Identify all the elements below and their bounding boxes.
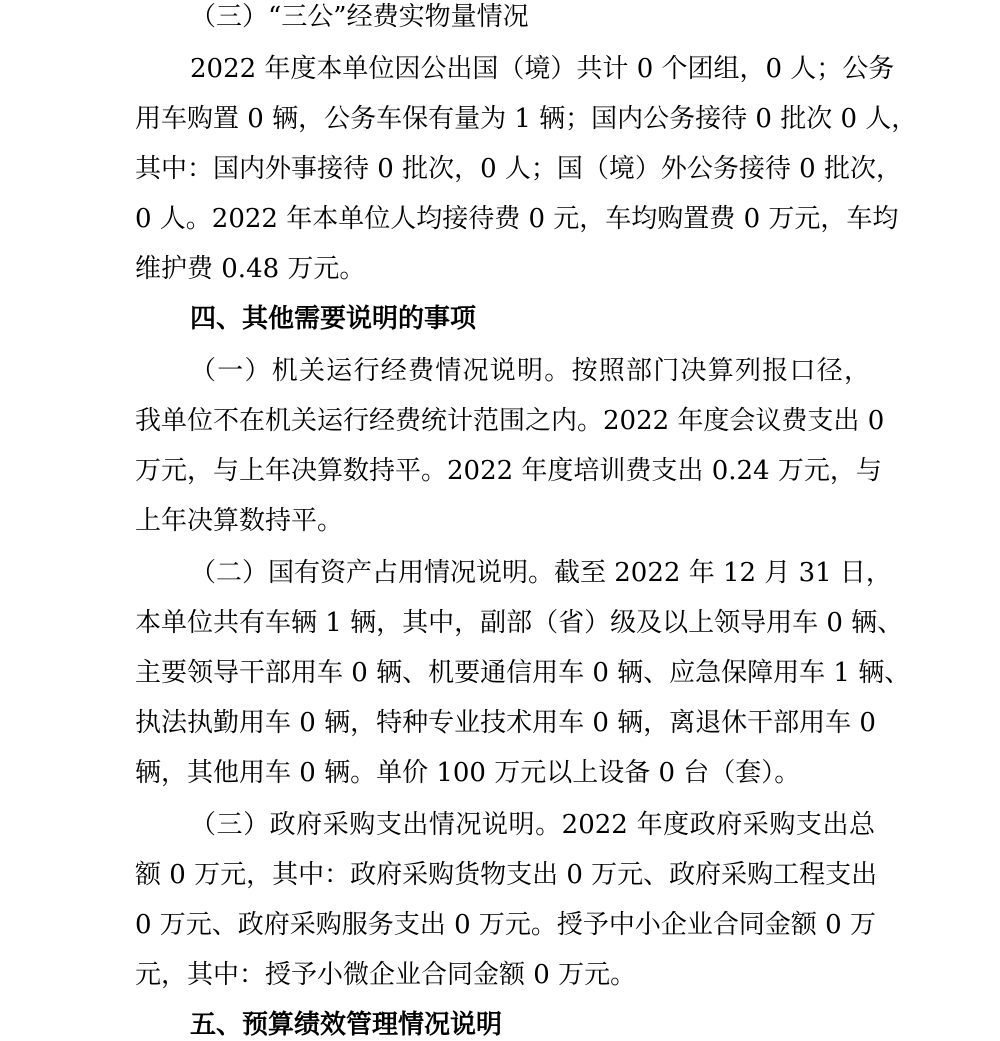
paragraph-line: 万元，与上年决算数持平。2022 年度培训费支出 0.24 万元，与 [135, 456, 882, 486]
paragraph-line: 0 人。2022 年本单位人均接待费 0 元，车均购置费 0 万元，车均 [135, 204, 899, 234]
paragraph-line: 0 万元、政府采购服务支出 0 万元。授予中小企业合同金额 0 万 [135, 910, 876, 940]
paragraph-line: 维护费 0.48 万元。 [135, 254, 366, 284]
paragraph-line: （一）机关运行经费情况说明。按照部门决算列报口径， [190, 356, 870, 386]
paragraph-line: 2022 年度本单位因公出国（境）共计 0 个团组，0 人；公务 [190, 54, 895, 84]
paragraph-line: （三）政府采购支出情况说明。2022 年度政府采购支出总 [190, 810, 875, 840]
paragraph-line: 我单位不在机关运行经费统计范围之内。2022 年度会议费支出 0 [135, 406, 885, 436]
paragraph-line: 其中：国内外事接待 0 批次，0 人；国（境）外公务接待 0 批次， [135, 154, 902, 184]
section-heading-performance-management: 五、预算绩效管理情况说明 [190, 1010, 503, 1040]
section-heading-other-matters: 四、其他需要说明的事项 [190, 304, 477, 334]
paragraph-line: 执法执勤用车 0 辆，特种专业技术用车 0 辆，离退休干部用车 0 [135, 708, 876, 738]
paragraph-line: 额 0 万元，其中：政府采购货物支出 0 万元、政府采购工程支出 [135, 860, 878, 890]
paragraph-line: 用车购置 0 辆，公务车保有量为 1 辆；国内公务接待 0 批次 0 人， [135, 104, 918, 134]
paragraph-line: （二）国有资产占用情况说明。截至 2022 年 12 月 31 日， [190, 558, 892, 588]
paragraph-line: 主要领导干部用车 0 辆、机要通信用车 0 辆、应急保障用车 1 辆、 [135, 658, 911, 688]
paragraph-line: 元，其中：授予小微企业合同金额 0 万元。 [135, 960, 637, 990]
section-heading-three-public-quantities: （三）“三公”经费实物量情况 [190, 2, 529, 32]
paragraph-line: 本单位共有车辆 1 辆，其中，副部（省）级及以上领导用车 0 辆、 [135, 608, 904, 638]
paragraph-line: 上年决算数持平。 [135, 506, 344, 536]
paragraph-line: 辆，其他用车 0 辆。单价 100 万元以上设备 0 台（套）。 [135, 758, 801, 788]
